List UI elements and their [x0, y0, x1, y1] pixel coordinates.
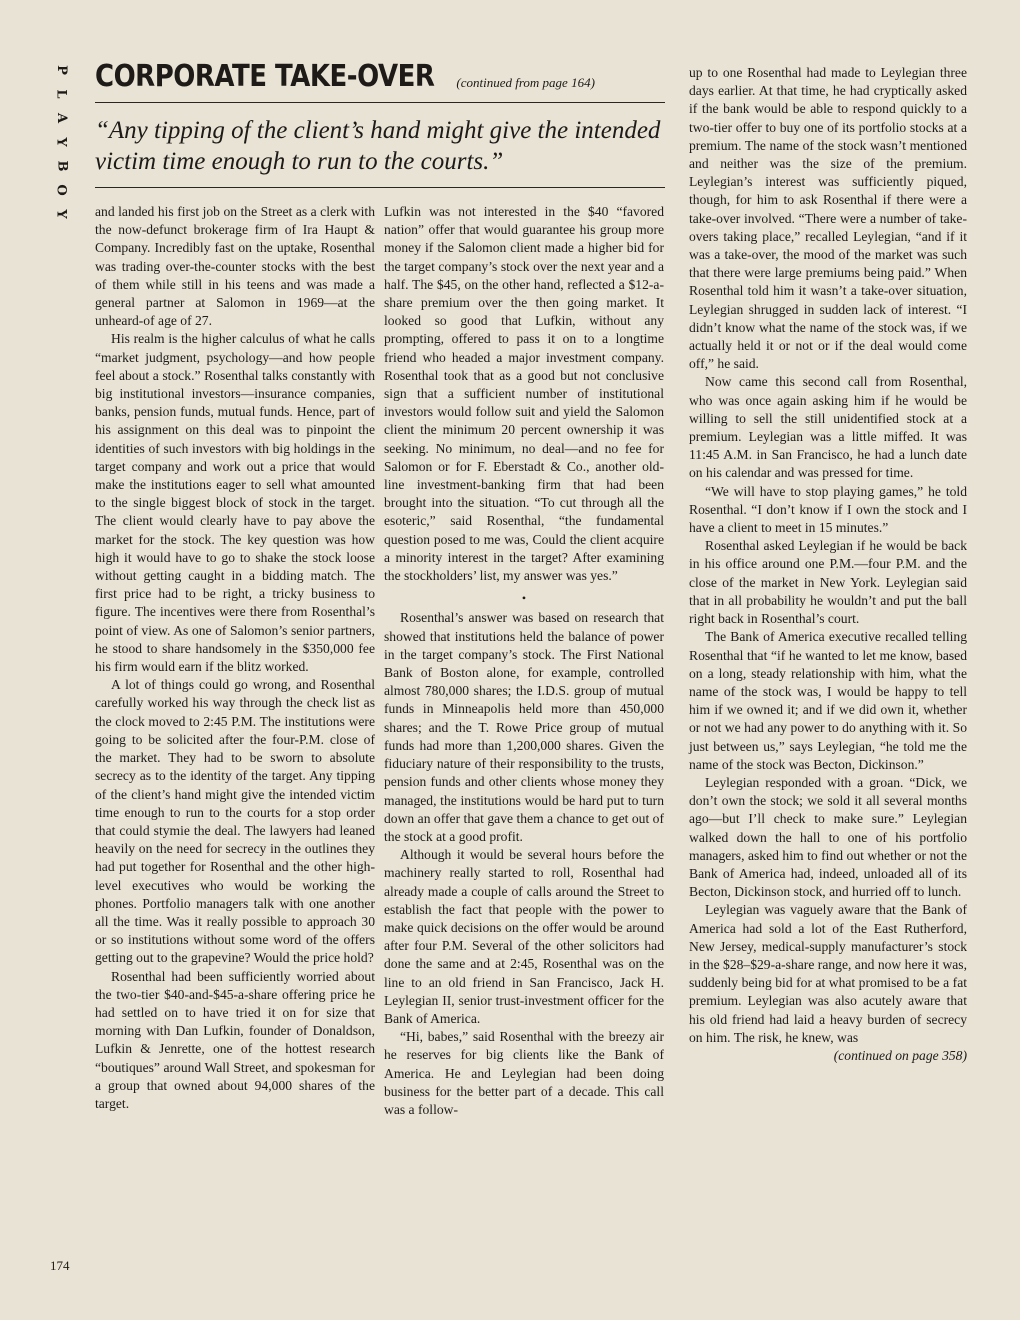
continued-on-note: (continued on page 358): [833, 1047, 967, 1063]
paragraph: His realm is the higher calculus of what he calls “market judgment, psychology—and how people feel about a stock.” Rosenthal talks constantly with big institutional investors—insurance companies, banks, pension funds, mutual funds. Hence, part of his assignment on this deal was to pinpoint the identities of such investors with big holdings in the target company and work out a price that would make the institutions eager to sell what amounted to the single biggest block of stock in the target. The client would clearly have to pay above the market for the stock. The key question was how high it would have to go to shake the stock loose without getting caught in a bidding match. The first price had to be right, a tricky business to figure. The incentives were there from Rosenthal’s point of view. As one of Salomon’s senior partners, he stood to share handsomely in the $350,000 fee his firm would earn if the blitz worked.: [95, 331, 375, 675]
text-column-1: [95, 203, 375, 1113]
paragraph: Now came this second call from Rosenthal, who was once again asking him if he would be willing to sell the still unidentified stock at a premium. Leylegian was a little miffed. It was 11:45 A.M. in San Francisco, he had a lunch date on his calendar and was pressed for time.: [689, 374, 967, 481]
paragraph: Rosenthal’s answer was based on research that showed that institutions held the balance of power in the target company’s stock. The First National Bank of Boston alone, for example, controlled almost 780,000 shares; the I.D.S. group of mutual funds in Minneapolis held more than 450,000 shares; and the T. Rowe Price group of mutual funds had more than 1,200,000 shares. Given the fiduciary nature of their responsibility to the trusts, pension funds and other clients whose money they managed, the institutions would be hard put to turn down an offer that gave them a chance to get out of the stock at a good profit.: [384, 610, 664, 844]
header-rule-bottom: [95, 187, 665, 188]
section-separator: •: [521, 591, 527, 606]
magazine-name-letter: Y: [54, 137, 69, 147]
magazine-name-letter: P: [54, 65, 69, 75]
magazine-name-letter: O: [53, 184, 69, 196]
paragraph: Leylegian responded with a groan. “Dick, we don’t own the stock; we sold it all several months ago—but I’ll check to make sure.” Leylegian walked down the hall to one of his portfolio managers, asked him to find out whether or not the Bank of America had, indeed, unloaded all of its Becton, Dickinson stock, and hurried off to lunch.: [689, 774, 967, 900]
paragraph: Lufkin was not interested in the $40 “favored nation” offer that would guarantee his group more money if the Salomon client made a higher bid for the target company’s stock over the next year and a half. The $45, on the other hand, reflected a $12-a-share premium over the then going market. It looked so good that Lufkin, without any prompting, offered to pass it on to a longtime friend who headed a major investment company. Rosenthal took that as a good but not conclusive sign that a sufficient number of institutional investors would follow suit and yield the Salomon client the minimum 20 percent ownership it was seeking. No minimum, no deal—and no fee for Salomon or for F. Eberstadt & Co., another old-line investment-banking firm that had been brought into the situation. “To cut through all the esoteric,” said Rosenthal, “the fundamental question posed to me was, Could the client acquire a minority interest in the target? After examining the stockholders’ list, my answer was yes.”: [384, 204, 664, 584]
paragraph: “Hi, babes,” said Rosenthal with the breezy air he reserves for big clients like the Bank of America. He and Leylegian had been doing business for the better part of a decade. This call was a follow-: [384, 1029, 664, 1117]
magazine-name-vertical: [50, 58, 72, 226]
paragraph: Rosenthal asked Leylegian if he would be back in his office around one P.M.—four P.M. and the close of the market in New York. Leylegian said that in all probability he wouldn’t and put the ball right back in Rosenthal’s court.: [689, 538, 967, 627]
paragraph: up to one Rosenthal had made to Leylegian three days earlier. At that time, he had cryptically asked if the bank would be able to respond quickly to a two-tier offer to buy one of its portfolio stocks at a premium. The name of the stock wasn’t mentioned and neither was the size of the premium. Leylegian’s interest was sufficiently piqued, though, for him to ask Rosenthal if there were a take-over involved. “There were a number of take-overs taking place,” recalled Leylegian, “and if it was a take-over, the mood of the market was such that there were large premiums being paid.” When Rosenthal told him it wasn’t a take-over situation, Leylegian shrugged in sudden lack of interest. “I didn’t know what the name of the stock was, if we actually held it or not or if the deal would come off,” he said.: [689, 65, 967, 372]
article-title: CORPORATE TAKE-OVER: [95, 59, 435, 94]
magazine-name-letter: Y: [54, 209, 69, 219]
header-rule-top: [95, 102, 665, 103]
paragraph: Rosenthal had been sufficiently worried about the two-tier $40-and-$45-a-share offering price he had settled on to have tried it on for size that morning with Dan Lufkin, founder of Donaldson, Lufkin & Jenrette, one of the hottest research “boutiques” around Wall Street, and spokesman for a group that owned about 94,000 shares of the target.: [95, 968, 375, 1111]
magazine-name-letter: L: [53, 89, 69, 99]
magazine-name-letter: B: [54, 160, 69, 172]
continued-from-note: (continued from page 164): [456, 75, 595, 90]
pull-quote: “Any tipping of the client’s hand might give the intended victim time enough to run to the courts.”: [95, 117, 661, 175]
paragraph: A lot of things could go wrong, and Rosenthal carefully worked his way through the check list as the clock moved to 2:45 P.M. The institutions were going to be solicited after the four-P.M. close of the market. They had to be sworn to absolute secrecy as to the identity of the target. Any tipping of the client’s hand might give the intended victim time enough to run to the courts for a stop order that could stymie the deal. The lawyers had leaned heavily on the need for secrecy in the outlines they had put together for Rosenthal and the other high-level executives who would be working the phones. Portfolio managers talk with one another all the time. Was it really possible to approach 30 or so institutions without some word of the offers getting out to the grapevine? Would the price hold?: [95, 677, 375, 966]
paragraph: Although it would be several hours before the machinery really started to roll, Rosenthal had already made a couple of calls around the Street to establish the fact that people with the power to make quick decisions on the offer would be around after four P.M. Several of the other solicitors had done the same and at 2:45, Rosenthal was on the line to an old friend in San Francisco, Jack H. Leylegian II, senior trust-investment officer for the Bank of America.: [384, 847, 664, 1026]
magazine-name-letter: A: [54, 112, 69, 124]
page-number: 174: [50, 1258, 70, 1273]
paragraph: and landed his first job on the Street as a clerk with the now-defunct brokerage firm of Ira Haupt & Company. Incredibly fast on the uptake, Rosenthal was trading over-the-counter stocks with the best of them while still in his teens and was made a general partner at Salomon in 1969—at the unheard-of age of 27.: [95, 204, 375, 329]
paragraph: Leylegian was vaguely aware that the Bank of America had sold a lot of the East Rutherford, New Jersey, medical-supply manufacturer’s stock in the $28–$29-a-share range, and now here it was, suddenly being bid for at what promised to be a fat premium. Leylegian was also acutely aware that his old friend had laid a heavy burden of secrecy on him. The risk, he knew, was: [689, 902, 967, 1045]
paragraph: The Bank of America executive recalled telling Rosenthal that “if he wanted to let me know, based on a long, steady relationship with him, what the name of the stock was, I would be happy to tell him if we owned it; and if we did own it, whether or not we had any power to do anything with it. So just between us,” says Leylegian, “he told me the name of the stock was Becton, Dickinson.”: [689, 629, 967, 772]
paragraph: “We will have to stop playing games,” he told Rosenthal. “I don’t know if I own the stock and I have a client to meet in 15 minutes.”: [689, 483, 967, 536]
text-column-2: [384, 203, 664, 1119]
text-column-3: [689, 64, 967, 1065]
article-header: [95, 59, 665, 94]
